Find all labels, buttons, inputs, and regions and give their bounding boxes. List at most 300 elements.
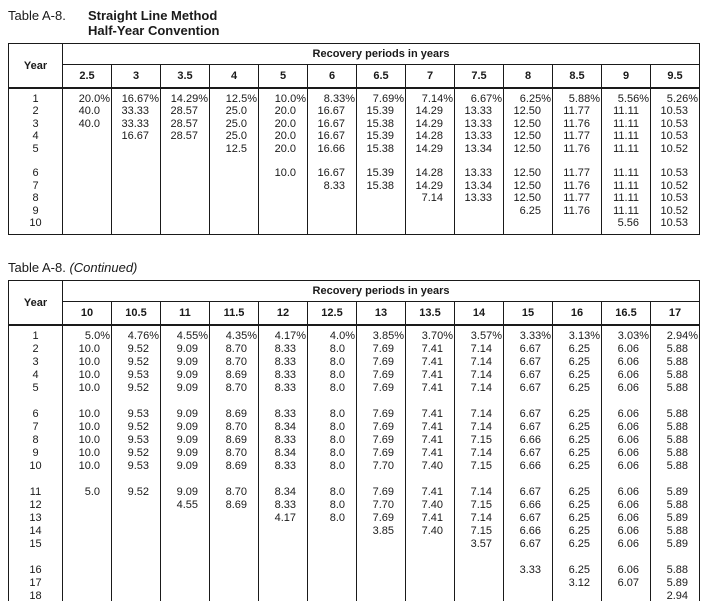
value-cell: 7.41 <box>406 369 455 382</box>
value-cell: 20.0% <box>78 93 110 105</box>
value-cell <box>308 205 357 217</box>
value-cell: 6.25 <box>553 434 602 447</box>
value-cell: 10.52 <box>651 143 700 155</box>
value-cell: 7.14 <box>455 408 504 421</box>
value-cell: 6.25 <box>553 525 602 538</box>
value-cell: 9.09 <box>161 486 210 499</box>
value-cell: 8.33 <box>259 369 308 382</box>
value-cell <box>161 473 210 486</box>
value-cell: 15.38 <box>357 180 406 192</box>
value-cell: 5.89 <box>651 577 700 590</box>
year-cell: 12 <box>9 499 63 512</box>
value-cell: 7.41 <box>406 343 455 356</box>
value-cell: 13.33 <box>455 130 504 142</box>
recovery-period-column-header: 5 <box>259 65 308 89</box>
value-cell: 8.70 <box>210 447 259 460</box>
value-cell: 14.29 <box>406 118 455 130</box>
recovery-period-column-header: 13 <box>357 302 406 326</box>
value-cell: 4.55 <box>161 499 210 512</box>
value-cell <box>357 590 406 601</box>
value-cell <box>553 395 602 408</box>
value-cell: 8.70 <box>210 343 259 356</box>
value-cell: 7.14 <box>455 356 504 369</box>
table-row <box>9 205 700 217</box>
value-cell <box>259 395 308 408</box>
recovery-period-column-header: 8.5 <box>553 65 602 89</box>
recovery-periods-header: Recovery periods in years <box>63 44 700 65</box>
value-cell: 6.06 <box>602 525 651 538</box>
value-cell: 11.11 <box>602 118 651 130</box>
year-cell <box>9 395 63 408</box>
value-cell: 9.09 <box>161 369 210 382</box>
value-cell: 5.88 <box>651 356 700 369</box>
value-cell: 5.0 <box>84 486 100 499</box>
value-cell <box>63 590 112 601</box>
value-cell: 9.09 <box>161 421 210 434</box>
value-cell: 6.25 <box>553 421 602 434</box>
value-cell: 6.06 <box>602 486 651 499</box>
value-cell <box>210 217 259 235</box>
value-cell: 15.39 <box>357 130 406 142</box>
value-cell <box>210 192 259 204</box>
value-cell <box>161 512 210 525</box>
value-cell <box>455 590 504 601</box>
table-row <box>9 538 700 551</box>
value-cell: 9.52 <box>112 356 161 369</box>
value-cell: 6.67 <box>504 369 553 382</box>
recovery-period-column-header: 14 <box>455 302 504 326</box>
value-cell: 7.14 <box>455 343 504 356</box>
value-cell <box>63 395 112 408</box>
value-cell: 5.88 <box>651 564 700 577</box>
value-cell: 3.13% <box>553 325 602 343</box>
value-cell: 16.67% <box>112 88 161 105</box>
year-cell: 3 <box>9 356 63 369</box>
value-cell: 14.29 <box>406 143 455 155</box>
value-cell: 6.25 <box>553 369 602 382</box>
value-cell <box>63 564 112 577</box>
value-cell: 8.0 <box>308 408 357 421</box>
value-cell: 33.33 <box>112 105 161 117</box>
value-cell <box>63 551 112 564</box>
value-cell: 12.50 <box>504 130 553 142</box>
table-row <box>9 447 700 460</box>
value-cell: 6.67 <box>504 447 553 460</box>
recovery-period-column-header: 9 <box>602 65 651 89</box>
value-cell <box>259 590 308 601</box>
value-cell: 3.85% <box>357 325 406 343</box>
value-cell: 15.39 <box>357 105 406 117</box>
value-cell: 10.52 <box>651 205 700 217</box>
value-cell: 14.29 <box>406 105 455 117</box>
recovery-period-column-header: 7.5 <box>455 65 504 89</box>
value-cell: 9.09 <box>161 343 210 356</box>
table-a8-continued-label <box>8 260 137 275</box>
value-cell: 7.70 <box>357 499 406 512</box>
value-cell <box>504 395 553 408</box>
recovery-period-column-header: 3 <box>112 65 161 89</box>
value-cell <box>210 577 259 590</box>
value-cell: 6.67 <box>504 343 553 356</box>
value-cell: 6.67 <box>504 538 553 551</box>
value-cell: 8.34 <box>259 486 308 499</box>
table-row <box>9 105 700 117</box>
value-cell <box>210 551 259 564</box>
value-cell: 6.25 <box>553 382 602 395</box>
value-cell <box>210 205 259 217</box>
value-cell: 6.06 <box>602 421 651 434</box>
value-cell: 25.0 <box>210 105 259 117</box>
value-cell: 6.67 <box>504 486 553 499</box>
value-cell: 4.35% <box>210 325 259 343</box>
value-cell: 13.33 <box>455 167 504 179</box>
table-row <box>9 434 700 447</box>
value-cell: 6.66 <box>504 434 553 447</box>
year-cell: 14 <box>9 525 63 538</box>
value-cell: 7.69 <box>357 382 406 395</box>
value-cell: 3.57 <box>455 538 504 551</box>
value-cell: 9.53 <box>112 408 161 421</box>
value-cell <box>406 551 455 564</box>
value-cell: 8.33 <box>259 343 308 356</box>
value-cell: 3.33% <box>504 325 553 343</box>
value-cell <box>161 205 210 217</box>
value-cell <box>259 525 308 538</box>
value-cell: 16.67 <box>308 130 357 142</box>
value-cell: 6.67% <box>455 88 504 105</box>
value-cell: 5.26% <box>651 88 700 105</box>
value-cell: 7.14 <box>455 447 504 460</box>
recovery-period-column-header: 3.5 <box>161 65 210 89</box>
value-cell: 3.03% <box>602 325 651 343</box>
value-cell: 9.52 <box>112 343 161 356</box>
value-cell: 11.76 <box>553 180 602 192</box>
value-cell: 8.33% <box>308 88 357 105</box>
value-cell <box>308 395 357 408</box>
value-cell: 11.11 <box>602 192 651 204</box>
year-cell: 3 <box>9 118 63 130</box>
value-cell: 6.67 <box>504 356 553 369</box>
value-cell <box>63 167 112 179</box>
value-cell <box>308 564 357 577</box>
value-cell: 5.88 <box>651 408 700 421</box>
recovery-period-column-header: 16.5 <box>602 302 651 326</box>
value-cell <box>455 564 504 577</box>
value-cell: 7.15 <box>455 460 504 473</box>
value-cell: 9.52 <box>112 421 161 434</box>
value-cell: 6.25 <box>553 538 602 551</box>
value-cell <box>406 395 455 408</box>
value-cell: 6.25 <box>553 486 602 499</box>
value-cell: 7.15 <box>455 525 504 538</box>
year-cell: 2 <box>9 343 63 356</box>
value-cell <box>63 143 112 155</box>
value-cell: 15.38 <box>357 118 406 130</box>
recovery-periods-header: Recovery periods in years <box>63 281 700 302</box>
value-cell <box>112 551 161 564</box>
value-cell: 12.50 <box>504 192 553 204</box>
value-cell <box>112 167 161 179</box>
value-cell <box>161 192 210 204</box>
value-cell: 9.53 <box>112 369 161 382</box>
value-cell: 14.28 <box>406 130 455 142</box>
value-cell: 7.69 <box>357 512 406 525</box>
table-row <box>9 382 700 395</box>
value-cell: 10.0 <box>259 167 308 179</box>
value-cell: 5.88 <box>651 382 700 395</box>
value-cell: 7.14 <box>455 486 504 499</box>
value-cell: 6.25 <box>553 408 602 421</box>
value-cell: 40.0 <box>78 105 100 118</box>
table-row <box>9 408 700 421</box>
value-cell: 7.69 <box>357 408 406 421</box>
value-cell: 9.09 <box>161 447 210 460</box>
value-cell: 11.77 <box>553 105 602 117</box>
value-cell: 15.38 <box>357 143 406 155</box>
value-cell: 9.09 <box>161 356 210 369</box>
value-cell: 6.25 <box>553 356 602 369</box>
value-cell <box>357 155 406 167</box>
value-cell <box>357 205 406 217</box>
value-cell: 10.53 <box>651 118 700 130</box>
table-row <box>9 118 700 130</box>
value-cell: 5.88% <box>553 88 602 105</box>
value-cell <box>308 577 357 590</box>
value-cell: 5.88 <box>651 421 700 434</box>
value-cell: 15.39 <box>357 167 406 179</box>
value-cell <box>357 473 406 486</box>
recovery-period-column-header: 12 <box>259 302 308 326</box>
value-cell <box>504 473 553 486</box>
recovery-period-column-header: 9.5 <box>651 65 700 89</box>
value-cell <box>602 395 651 408</box>
value-cell <box>161 551 210 564</box>
recovery-period-column-header: 8 <box>504 65 553 89</box>
value-cell <box>112 499 161 512</box>
recovery-period-column-header: 7 <box>406 65 455 89</box>
value-cell <box>259 217 308 235</box>
value-cell: 6.06 <box>602 460 651 473</box>
value-cell <box>308 538 357 551</box>
value-cell: 16.66 <box>308 143 357 155</box>
table-row <box>9 512 700 525</box>
value-cell: 20.0 <box>259 118 308 130</box>
value-cell: 7.69% <box>357 88 406 105</box>
value-cell: 10.0% <box>259 88 308 105</box>
value-cell <box>112 192 161 204</box>
value-cell: 14.28 <box>406 167 455 179</box>
value-cell <box>112 143 161 155</box>
value-cell <box>63 217 112 235</box>
value-cell: 5.88 <box>651 460 700 473</box>
value-cell: 28.57 <box>161 130 210 142</box>
value-cell: 8.33 <box>259 460 308 473</box>
value-cell <box>308 525 357 538</box>
value-cell: 40.0 <box>78 117 100 130</box>
value-cell: 8.0 <box>308 460 357 473</box>
value-cell: 6.06 <box>602 499 651 512</box>
value-cell: 11.11 <box>602 180 651 192</box>
value-cell: 6.06 <box>602 382 651 395</box>
recovery-period-column-header: 6 <box>308 65 357 89</box>
value-cell <box>504 577 553 590</box>
value-cell <box>357 538 406 551</box>
value-cell: 5.89 <box>651 512 700 525</box>
value-cell: 8.34 <box>259 421 308 434</box>
table-row <box>9 369 700 382</box>
recovery-period-column-header: 10.5 <box>112 302 161 326</box>
value-cell <box>308 217 357 235</box>
year-cell: 17 <box>9 577 63 590</box>
value-cell: 33.33 <box>112 118 161 130</box>
value-cell: 12.50 <box>504 143 553 155</box>
value-cell: 16.67 <box>112 130 161 142</box>
value-cell <box>161 577 210 590</box>
value-cell: 3.85 <box>357 525 406 538</box>
value-cell <box>504 217 553 235</box>
year-cell: 4 <box>9 130 63 142</box>
table-row <box>9 499 700 512</box>
value-cell: 7.15 <box>455 499 504 512</box>
value-cell: 6.66 <box>504 525 553 538</box>
value-cell: 7.15 <box>455 434 504 447</box>
table-a8-continued-label-text: Table A-8. <box>8 260 66 276</box>
table-a8-label: Table A-8. <box>8 8 66 23</box>
value-cell <box>210 395 259 408</box>
value-cell: 11.77 <box>553 167 602 179</box>
value-cell: 16.67 <box>308 118 357 130</box>
value-cell <box>455 155 504 167</box>
value-cell <box>357 192 406 204</box>
value-cell: 10.53 <box>651 105 700 117</box>
value-cell: 5.56% <box>602 88 651 105</box>
recovery-period-column-header: 16 <box>553 302 602 326</box>
value-cell: 5.88 <box>651 434 700 447</box>
year-cell: 13 <box>9 512 63 525</box>
value-cell: 8.33 <box>259 499 308 512</box>
value-cell: 6.06 <box>602 343 651 356</box>
value-cell: 10.0 <box>78 460 100 473</box>
value-cell: 8.69 <box>210 460 259 473</box>
value-cell: 7.69 <box>357 486 406 499</box>
value-cell: 6.67 <box>504 421 553 434</box>
value-cell: 10.0 <box>78 382 100 395</box>
value-cell: 6.67 <box>504 512 553 525</box>
value-cell: 7.14 <box>455 421 504 434</box>
value-cell: 8.0 <box>308 356 357 369</box>
value-cell: 6.07 <box>602 577 651 590</box>
value-cell <box>63 155 112 167</box>
value-cell: 7.69 <box>357 434 406 447</box>
year-cell: 1 <box>9 88 63 105</box>
year-cell: 5 <box>9 143 63 155</box>
value-cell: 9.52 <box>112 486 161 499</box>
value-cell: 14.29 <box>406 180 455 192</box>
year-cell: 1 <box>9 325 63 343</box>
value-cell <box>406 538 455 551</box>
value-cell <box>357 551 406 564</box>
value-cell <box>602 155 651 167</box>
value-cell: 9.09 <box>161 382 210 395</box>
value-cell <box>112 512 161 525</box>
value-cell <box>210 473 259 486</box>
value-cell <box>161 167 210 179</box>
table-row <box>9 525 700 538</box>
value-cell: 7.69 <box>357 343 406 356</box>
value-cell: 4.76% <box>112 325 161 343</box>
value-cell: 14.29% <box>161 88 210 105</box>
value-cell: 7.14 <box>455 512 504 525</box>
value-cell: 10.0 <box>78 356 100 369</box>
value-cell <box>602 551 651 564</box>
value-cell: 7.14% <box>406 88 455 105</box>
value-cell <box>161 155 210 167</box>
value-cell: 6.25 <box>553 460 602 473</box>
value-cell: 11.11 <box>602 105 651 117</box>
value-cell: 25.0 <box>210 118 259 130</box>
value-cell <box>63 180 112 192</box>
value-cell: 20.0 <box>259 143 308 155</box>
value-cell <box>455 577 504 590</box>
value-cell <box>161 217 210 235</box>
value-cell: 6.06 <box>602 408 651 421</box>
value-cell: 10.0 <box>78 343 100 356</box>
value-cell: 20.0 <box>259 105 308 117</box>
value-cell <box>63 512 112 525</box>
value-cell <box>112 564 161 577</box>
value-cell: 9.52 <box>112 447 161 460</box>
table-row <box>9 325 700 343</box>
value-cell: 6.06 <box>602 369 651 382</box>
value-cell: 8.0 <box>308 369 357 382</box>
value-cell: 11.77 <box>553 192 602 204</box>
value-cell <box>161 143 210 155</box>
value-cell: 3.12 <box>553 577 602 590</box>
value-cell <box>553 217 602 235</box>
table-row <box>9 486 700 499</box>
recovery-period-column-header: 6.5 <box>357 65 406 89</box>
value-cell: 10.0 <box>78 421 100 434</box>
value-cell <box>406 590 455 601</box>
recovery-period-column-header: 13.5 <box>406 302 455 326</box>
value-cell: 5.88 <box>651 369 700 382</box>
recovery-period-column-header: 17 <box>651 302 700 326</box>
table-row <box>9 577 700 590</box>
value-cell: 13.33 <box>455 192 504 204</box>
value-cell <box>259 473 308 486</box>
value-cell <box>63 473 112 486</box>
value-cell: 7.69 <box>357 421 406 434</box>
value-cell: 8.33 <box>259 408 308 421</box>
value-cell: 16.67 <box>308 167 357 179</box>
value-cell: 10.0 <box>78 369 100 382</box>
value-cell: 5.88 <box>651 499 700 512</box>
value-cell: 8.70 <box>210 382 259 395</box>
value-cell <box>63 499 112 512</box>
table-a8-heading-line1: Straight Line Method <box>88 8 218 23</box>
value-cell: 7.41 <box>406 434 455 447</box>
value-cell <box>406 473 455 486</box>
value-cell <box>455 395 504 408</box>
year-cell: 8 <box>9 434 63 447</box>
value-cell: 4.55% <box>161 325 210 343</box>
recovery-period-column-header: 2.5 <box>63 65 112 89</box>
table-row <box>9 130 700 142</box>
value-cell: 2.94% <box>651 325 700 343</box>
table-a8-continued-block <box>8 260 704 601</box>
value-cell: 12.50 <box>504 167 553 179</box>
value-cell: 8.0 <box>308 447 357 460</box>
